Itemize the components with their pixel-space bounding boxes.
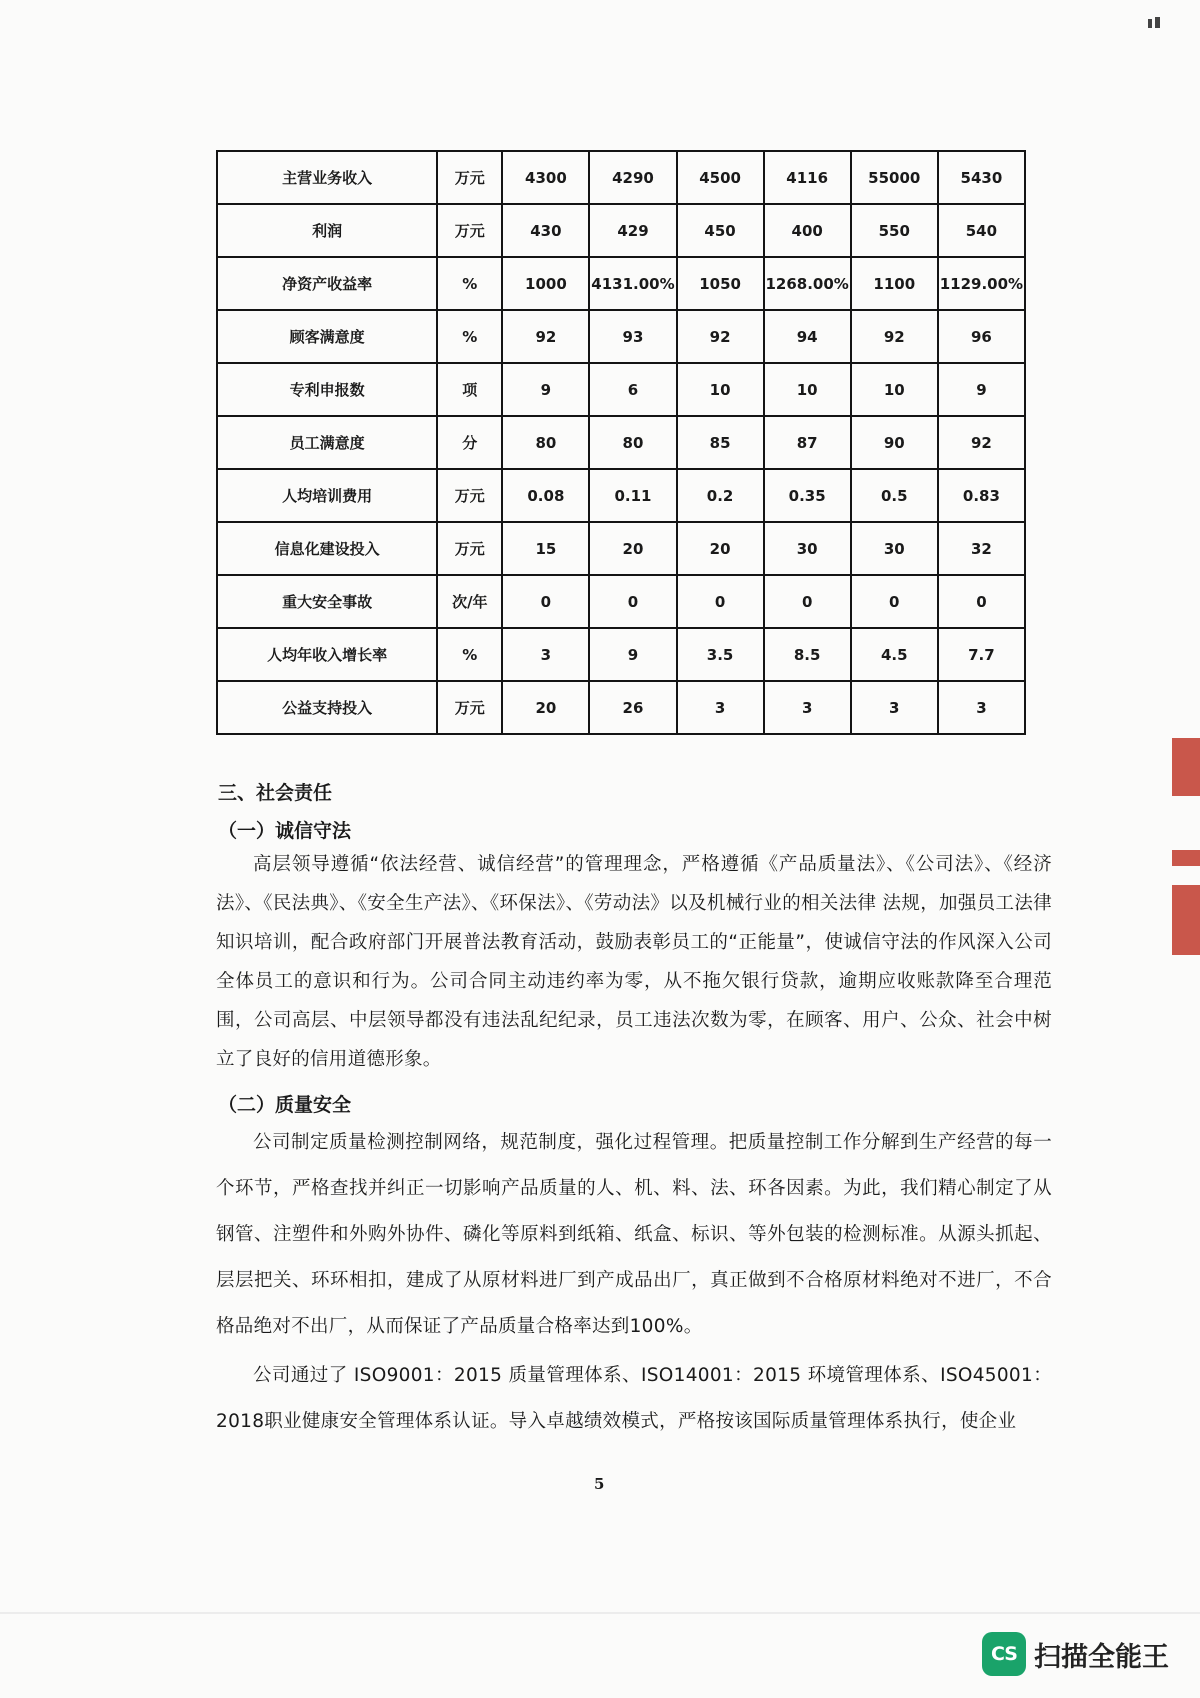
table-row: [217, 522, 1025, 575]
scanner-logo-icon: CS: [982, 1632, 1026, 1676]
table-cell: 1268.00%: [764, 257, 851, 310]
row-label: 重大安全事故: [217, 575, 437, 628]
table-cell: 20: [677, 522, 764, 575]
table-cell: 400: [764, 204, 851, 257]
row-unit: 万元: [437, 204, 502, 257]
table-cell: 450: [677, 204, 764, 257]
table-cell: 7.7: [938, 628, 1025, 681]
table-cell: 4.5: [851, 628, 938, 681]
table-cell: 20: [502, 681, 589, 734]
table-cell: 0.2: [677, 469, 764, 522]
row-unit: 万元: [437, 469, 502, 522]
table-cell: 30: [851, 522, 938, 575]
table-cell: 4500: [677, 151, 764, 204]
table-row: [217, 681, 1025, 734]
table-cell: 5430: [938, 151, 1025, 204]
row-label: 员工满意度: [217, 416, 437, 469]
table-cell: 1000: [502, 257, 589, 310]
paragraph-integrity: 高层领导遵循“依法经营、诚信经营”的管理理念，严格遵循《产品质量法》、《公司法》、《经济法》、《民法典》、《安全生产法》、《环保法》、《劳动法》以及机械行业的相关法律 法规，加强员工法律知识培训，配合政府部门开展普法教育活动，鼓励表彰员工的“正能量”，使诚信守法的作风深入公司全体员工的意识和行为。公司合同主动违约率为零，从不拖欠银行贷款，逾期应收账款降至合理范围，公司高层、中层领导都没有违法乱纪纪录，员工违法次数为零，在顾客、用户、公众、社会中树立了良好的信用道德形象。: [216, 854, 1052, 1070]
table-cell: 92: [851, 310, 938, 363]
row-label: 人均年收入增长率: [217, 628, 437, 681]
table-row: [217, 257, 1025, 310]
table-cell: 9: [502, 363, 589, 416]
table-cell: 92: [677, 310, 764, 363]
row-unit: 分: [437, 416, 502, 469]
table-cell: 3: [502, 628, 589, 681]
row-unit: %: [437, 257, 502, 310]
table-cell: 430: [502, 204, 589, 257]
row-unit: 万元: [437, 522, 502, 575]
table-cell: 55000: [851, 151, 938, 204]
table-row: [217, 363, 1025, 416]
table-cell: 4116: [764, 151, 851, 204]
row-label: 公益支持投入: [217, 681, 437, 734]
indicator-table: [216, 150, 1026, 735]
table-row: [217, 628, 1025, 681]
table-cell: 9: [938, 363, 1025, 416]
table-cell: 4300: [502, 151, 589, 204]
paragraph-quality: 公司制定质量检测控制网络，规范制度，强化过程管理。把质量控制工作分解到生产经营的每一个环节，严格查找并纠正一切影响产品质量的人、机、料、法、环各因素。为此，我们精心制定了从钢管、注塑件和外购外协件、磷化等原料到纸箱、纸盒、标识、等外包装的检测标准。从源头抓起、层层把关、环环相扣，建成了从原材料进厂到产成品出厂，真正做到不合格原材料绝对不进厂，不合格品绝对不出厂，从而保证了产品质量合格率达到100%。: [216, 1132, 1052, 1337]
scanner-watermark: [982, 1632, 1169, 1676]
table-cell: 94: [764, 310, 851, 363]
table-cell: 87: [764, 416, 851, 469]
table-cell: 32: [938, 522, 1025, 575]
table-cell: 10: [764, 363, 851, 416]
table-cell: 30: [764, 522, 851, 575]
red-stamp-edge-icon: [1172, 850, 1200, 866]
corner-mark-icon: [1148, 14, 1162, 26]
row-label: 利润: [217, 204, 437, 257]
section-title: 三、社会责任: [218, 782, 333, 804]
table-cell: 0: [589, 575, 676, 628]
table-cell: 96: [938, 310, 1025, 363]
table-cell: 0.08: [502, 469, 589, 522]
table-row: [217, 416, 1025, 469]
table-cell: 4131.00%: [589, 257, 676, 310]
table-cell: 4290: [589, 151, 676, 204]
table-row: [217, 469, 1025, 522]
red-stamp-edge-icon: [1172, 885, 1200, 955]
table-cell: 10: [677, 363, 764, 416]
table-cell: 92: [938, 416, 1025, 469]
paragraph-certification: 公司通过了 ISO9001：2015 质量管理体系、ISO14001：2015 环境管理体系、ISO45001：2018职业健康安全管理体系认证。导入卓越绩效模式，严格按该国际质量管理体系执行，使企业: [216, 1365, 1052, 1432]
table-cell: 0.5: [851, 469, 938, 522]
subsection-title-integrity: （一）诚信守法: [218, 820, 352, 842]
row-unit: %: [437, 628, 502, 681]
table-cell: 0: [677, 575, 764, 628]
page-number: 5: [594, 1475, 605, 1493]
table-cell: 3: [764, 681, 851, 734]
table-cell: 90: [851, 416, 938, 469]
table-cell: 1100: [851, 257, 938, 310]
row-label: 专利申报数: [217, 363, 437, 416]
scanner-brand-text: 扫描全能王: [1034, 1641, 1169, 1673]
table-cell: 10: [851, 363, 938, 416]
table-cell: 80: [502, 416, 589, 469]
table-cell: 8.5: [764, 628, 851, 681]
table-row: [217, 310, 1025, 363]
row-label: 顾客满意度: [217, 310, 437, 363]
table-cell: 0.35: [764, 469, 851, 522]
table-cell: 3: [851, 681, 938, 734]
table-cell: 0.83: [938, 469, 1025, 522]
row-label: 人均培训费用: [217, 469, 437, 522]
table-cell: 3: [938, 681, 1025, 734]
scan-edge-line: [0, 1612, 1200, 1614]
row-label: 主营业务收入: [217, 151, 437, 204]
table-cell: 6: [589, 363, 676, 416]
row-unit: %: [437, 310, 502, 363]
row-label: 信息化建设投入: [217, 522, 437, 575]
table-cell: 15: [502, 522, 589, 575]
table-cell: 20: [589, 522, 676, 575]
table-row: [217, 151, 1025, 204]
table-cell: 3: [677, 681, 764, 734]
table-cell: 540: [938, 204, 1025, 257]
table-cell: 26: [589, 681, 676, 734]
table-cell: 1129.00%: [938, 257, 1025, 310]
table-row: [217, 575, 1025, 628]
table-cell: 9: [589, 628, 676, 681]
table-cell: 0: [502, 575, 589, 628]
table-cell: 0: [764, 575, 851, 628]
table-cell: 0: [851, 575, 938, 628]
table-row: [217, 204, 1025, 257]
table-cell: 0.11: [589, 469, 676, 522]
table-cell: 1050: [677, 257, 764, 310]
table-cell: 80: [589, 416, 676, 469]
subsection-title-quality: （二）质量安全: [218, 1094, 352, 1116]
table-cell: 92: [502, 310, 589, 363]
row-label: 净资产收益率: [217, 257, 437, 310]
table-cell: 3.5: [677, 628, 764, 681]
table-cell: 93: [589, 310, 676, 363]
table-cell: 85: [677, 416, 764, 469]
row-unit: 万元: [437, 681, 502, 734]
table-cell: 550: [851, 204, 938, 257]
red-stamp-edge-icon: [1172, 738, 1200, 796]
row-unit: 项: [437, 363, 502, 416]
row-unit: 万元: [437, 151, 502, 204]
table-cell: 0: [938, 575, 1025, 628]
row-unit: 次/年: [437, 575, 502, 628]
table-cell: 429: [589, 204, 676, 257]
